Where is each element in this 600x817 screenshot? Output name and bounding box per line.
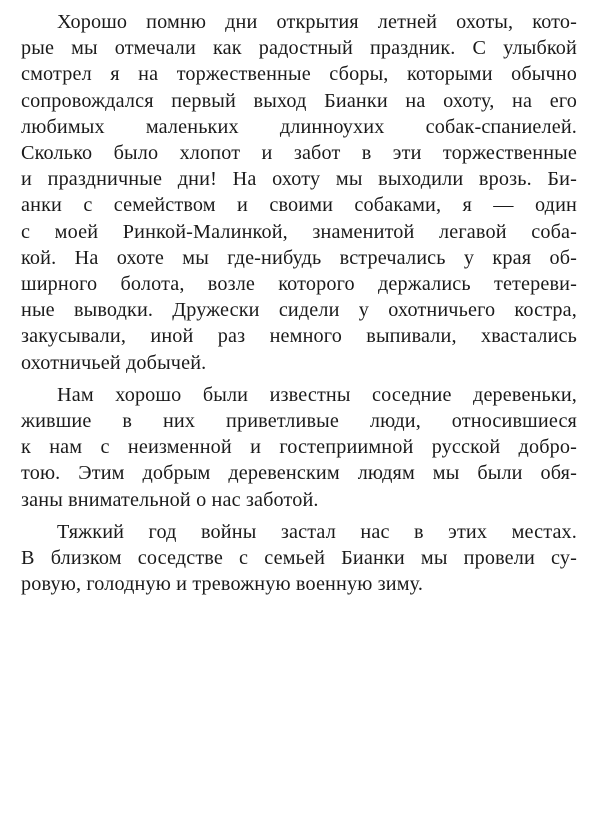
paragraph-2 — [21, 382, 577, 513]
text-line: кой. На охоте мы где-нибудь встречались у края об- — [21, 246, 577, 269]
body-text — [21, 9, 577, 603]
text-line: охотничьей добычей. — [21, 351, 207, 374]
text-line: заны внимательной о нас заботой. — [21, 488, 319, 511]
text-line: Тяжкий год войны застал нас в этих местах. — [57, 520, 577, 543]
text-line: и праздничные дни! На охоту мы выходили врозь. Би- — [21, 168, 577, 191]
text-line: ровую, голодную и тревожную военную зиму. — [21, 573, 424, 596]
paragraph-3 — [21, 519, 577, 598]
text-line: жившие в них приветливые люди, относившиеся — [21, 410, 577, 433]
text-line: В близком соседстве с семьей Бианки мы провели су- — [21, 547, 577, 570]
text-line: Хорошо помню дни открытия летней охоты, кото- — [57, 11, 577, 33]
text-line: сопровождался первый выход Бианки на охоту, на его — [21, 89, 577, 112]
text-line: с моей Ринкой-Малинкой, знаменитой легавой соба- — [21, 220, 577, 243]
text-line: тою. Этим добрым деревенским людям мы были обя- — [21, 462, 577, 485]
text-line: Нам хорошо были известны соседние деревеньки, — [57, 383, 577, 406]
text-line: Сколько было хлопот и забот в эти торжественные — [21, 142, 577, 165]
text-line: к нам с неизменной и гостеприимной русской добро- — [21, 436, 577, 459]
text-line: любимых маленьких длинноухих собак-спаниелей. — [21, 115, 577, 138]
text-line: ширного болота, возле которого держались тетереви- — [21, 273, 577, 296]
text-line: рые мы отмечали как радостный праздник. С улыбкой — [21, 37, 577, 60]
text-line: анки с семейством и своими собаками, я — один — [21, 194, 577, 217]
text-line: смотрел я на торжественные сборы, которыми обычно — [21, 63, 577, 86]
paragraph-1 — [21, 9, 577, 376]
text-line: ные выводки. Дружески сидели у охотничьего костра, — [21, 299, 577, 322]
text-line: закусывали, иной раз немного выпивали, хвастались — [21, 325, 577, 348]
